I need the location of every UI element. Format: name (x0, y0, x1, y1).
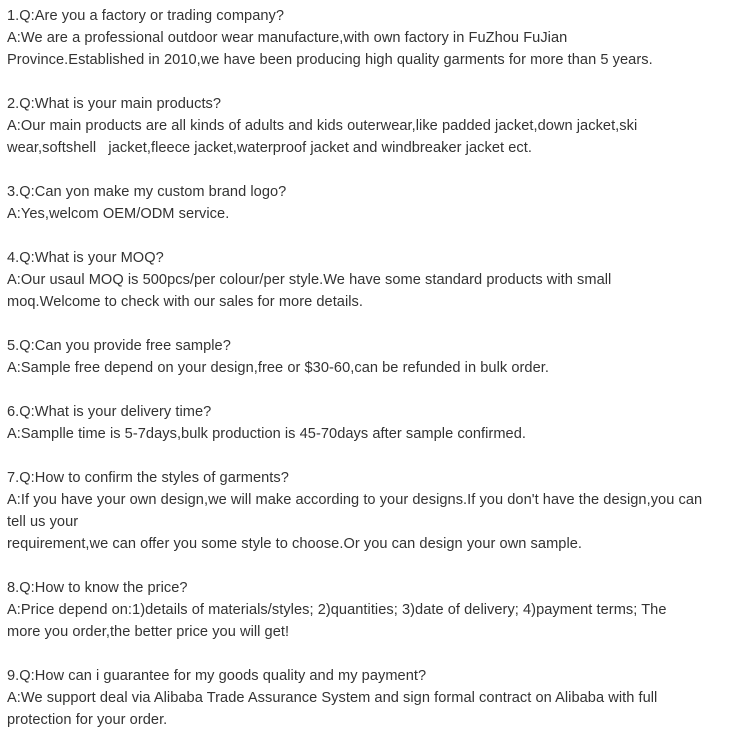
faq-question: 9.Q:How can i guarantee for my goods quality and my payment? (7, 668, 427, 684)
faq-question: 1.Q:Are you a factory or trading company? (7, 8, 285, 24)
faq-answer-line: A:Yes,welcom OEM/ODM service. (7, 206, 230, 222)
faq-answer-line: wear,softshell jacket,fleece jacket,waterproof jacket and windbreaker jacket ect. (7, 140, 532, 156)
faq-answer-line: A:Samplle time is 5-7days,bulk production is 45-70days after sample confirmed. (7, 426, 526, 442)
faq-answer-line: A:We support deal via Alibaba Trade Assurance System and sign formal contract on Alibaba with full (7, 690, 658, 706)
faq-answer-line: A:Price depend on:1)details of materials/styles; 2)quantities; 3)date of delivery; 4)payment terms; The (7, 602, 667, 618)
faq-item-5 (7, 335, 747, 379)
faq-question: 5.Q:Can you provide free sample? (7, 338, 231, 354)
faq-item-9 (7, 665, 747, 731)
faq-item-6 (7, 401, 747, 445)
faq-question: 7.Q:How to confirm the styles of garments? (7, 470, 289, 486)
faq-item-3 (7, 181, 747, 225)
faq-list (7, 5, 747, 753)
faq-question: 3.Q:Can yon make my custom brand logo? (7, 184, 287, 200)
faq-answer-line: tell us your (7, 514, 79, 530)
faq-answer-line: A:Our main products are all kinds of adults and kids outerwear,like padded jacket,down jacket,ski (7, 118, 638, 134)
faq-item-8 (7, 577, 747, 643)
faq-item-1 (7, 5, 747, 71)
faq-question: 4.Q:What is your MOQ? (7, 250, 164, 266)
faq-item-2 (7, 93, 747, 159)
faq-answer-line: Province.Established in 2010,we have been producing high quality garments for more than 5 years. (7, 52, 653, 68)
faq-answer-line: A:If you have your own design,we will make according to your designs.If you don't have the design,you can (7, 492, 703, 508)
faq-answer-line: moq.Welcome to check with our sales for more details. (7, 294, 364, 310)
faq-question: 6.Q:What is your delivery time? (7, 404, 212, 420)
faq-question: 2.Q:What is your main products? (7, 96, 222, 112)
faq-item-4 (7, 247, 747, 313)
faq-answer-line: protection for your order. (7, 712, 168, 728)
faq-answer-line: A:We are a professional outdoor wear manufacture,with own factory in FuZhou FuJian (7, 30, 568, 46)
faq-answer-line: more you order,the better price you will get! (7, 624, 290, 640)
faq-answer-line: A:Sample free depend on your design,free or $30-60,can be refunded in bulk order. (7, 360, 549, 376)
faq-item-7 (7, 467, 747, 555)
faq-answer-line: A:Our usaul MOQ is 500pcs/per colour/per style.We have some standard products with small (7, 272, 612, 288)
faq-answer-line: requirement,we can offer you some style to choose.Or you can design your own sample. (7, 536, 583, 552)
faq-question: 8.Q:How to know the price? (7, 580, 188, 596)
